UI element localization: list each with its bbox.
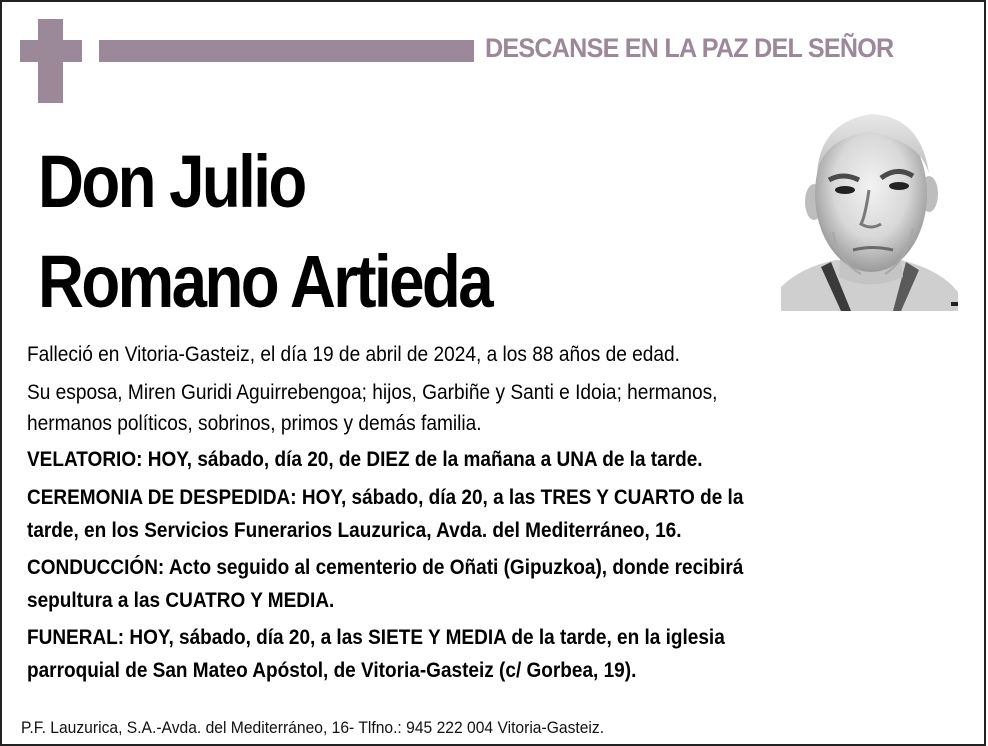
funeral-notice (27, 621, 878, 687)
cross-horizontal-bar (20, 40, 82, 62)
tagline: DESCANSE EN LA PAZ DEL SEÑOR (485, 33, 894, 63)
ceremonia-line-1: CEREMONIA DE DESPEDIDA: HOY, sábado, día 20, a las TRES Y CUARTO de la (27, 486, 744, 509)
conduccion-line-1: CONDUCCIÓN: Acto seguido al cementerio de Oñati (Gipuzkoa), donde recibirá (27, 556, 744, 579)
portrait-photo (781, 102, 958, 311)
funeral-home-footer: P.F. Lauzurica, S.A.-Avda. del Mediterráneo, 16- Tlfno.: 945 222 004 Vitoria-Gasteiz. (21, 718, 605, 737)
family-line-2: hermanos políticos, sobrinos, primos y demás familia. (27, 412, 482, 435)
name-line-2: Romano Artieda (38, 240, 492, 323)
obituary-body (27, 338, 967, 691)
deceased-name (38, 132, 491, 332)
ceremonia-notice (27, 481, 878, 547)
family-line-1: Su esposa, Miren Guridi Aguirrebengoa; hijos, Garbiñe y Santi e Idoia; hermanos, (27, 381, 718, 404)
funeral-line-2: parroquial de San Mateo Apóstol, de Vitoria-Gasteiz (c/ Gorbea, 19). (27, 659, 637, 682)
velatorio-notice: VELATORIO: HOY, sábado, día 20, de DIEZ de la mañana a UNA de la tarde. (27, 448, 703, 471)
family-notice (27, 376, 882, 439)
funeral-line-1: FUNERAL: HOY, sábado, día 20, a las SIETE Y MEDIA de la tarde, en la iglesia (27, 626, 725, 649)
conduccion-line-2: sepultura a las CUATRO Y MEDIA. (27, 589, 335, 612)
conduccion-notice (27, 551, 878, 617)
header-rule (99, 40, 474, 62)
death-notice: Falleció en Vitoria-Gasteiz, el día 19 de abril de 2024, a los 88 años de edad. (27, 343, 681, 366)
name-line-1: Don Julio (38, 140, 305, 223)
ceremonia-line-2: tarde, en los Servicios Funerarios Lauzurica, Avda. del Mediterráneo, 16. (27, 519, 682, 542)
